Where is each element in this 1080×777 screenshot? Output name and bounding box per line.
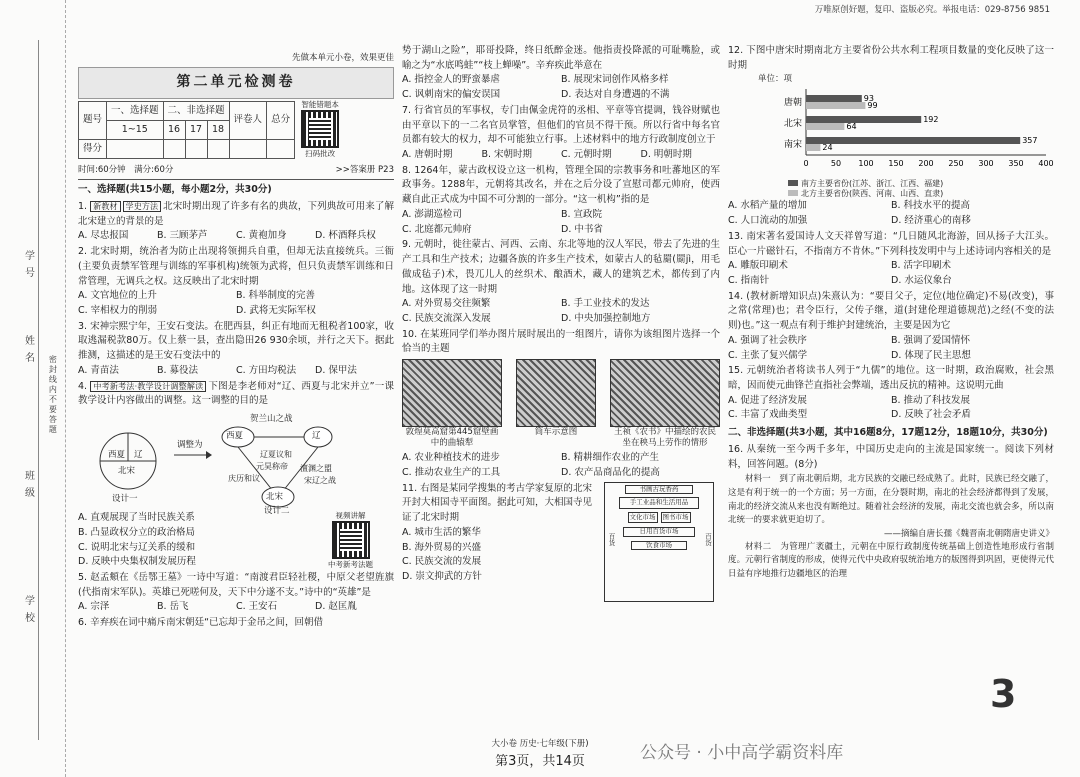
option[interactable]: D. 赵匡胤 (315, 601, 357, 613)
class-label: 班 级 (22, 470, 34, 500)
d2-song: 北宋 (266, 492, 284, 503)
question-2: 2. 北宋时期，统治者为防止出现将领拥兵自重，但却无法直接统兵。三衙(主要负责禁军管理与训练的军事机构)统领为武将，但只负责禁军训练和日常管理，无调兵之权。这反映出了北宋时期 A. 文官地位的上升 B. 科举制度的完善 C. 宰相权力的削弱 D. 武将无实际军权 (78, 245, 394, 319)
score-cell[interactable] (185, 139, 207, 158)
d2-xixia: 西夏 (226, 431, 244, 442)
bar-chart-svg (728, 89, 1054, 179)
section-2-title: 二、非选择题(共3小题，其中16题8分，17题12分，18题10分，共30分) (728, 427, 1048, 439)
option[interactable]: C. 北庭都元帅府 (402, 223, 472, 235)
map-mid: 手工业品和生活用品 (619, 497, 699, 508)
option[interactable]: B. 科举制度的完善 (236, 290, 316, 302)
question-11: 11. 右图是某同学搜集的考古学家复原的北宋开封大相国寺平面图。据此可知，大相国寺见证了北宋时期 A. 城市生活的繁华 B. 海外贸易的兴盛 C. 民族交流的发展 D. 崇文抑武的方针 书画古玩香药 手工业品和生活用品 文化市场 图书市场 日用百货市场 饮食市场 百货 百货 (402, 482, 720, 602)
answer-ref: >>答案册 P23 (335, 165, 394, 176)
option[interactable]: A. 促进了经济发展 (728, 394, 807, 406)
d2-l2: 元昊称帝 (256, 462, 288, 472)
column-right (728, 44, 1054, 744)
page-number: 第3页，共14页 (495, 754, 585, 769)
option[interactable]: C. 讽刺南宋的偏安误国 (402, 89, 501, 101)
option[interactable]: D. 保甲法 (315, 364, 357, 376)
option[interactable]: B. 凸显政权分立的政治格局 (78, 526, 196, 538)
design-1-caption: 设计一 (112, 494, 138, 505)
option[interactable]: D. 体现了民主思想 (891, 349, 971, 361)
option[interactable]: B. 宋朝时期 (481, 149, 533, 161)
column-left (78, 52, 394, 742)
option[interactable]: D. 反映中央集权制发展历程 (78, 556, 196, 568)
bar-south (806, 137, 1020, 144)
caption: 王祯《农书》中描绘的农民坐在秧马上劳作的情形 (613, 427, 716, 449)
option[interactable]: C. 民族交流的发展 (402, 556, 482, 568)
tick-label: 350 (1008, 158, 1024, 168)
caption: 筒车示意图 (534, 427, 578, 438)
qr-label: 扫码批改 (305, 149, 336, 159)
tick-label: 200 (918, 158, 934, 168)
chart-unit: 单位：项 (758, 74, 793, 85)
score-cell[interactable] (267, 139, 295, 158)
tick-label: 100 (858, 158, 874, 168)
qr-hint: 智能错题本 (301, 99, 339, 109)
option[interactable]: C. 指南针 (728, 274, 770, 286)
option[interactable]: B. 手工业技术的发达 (561, 298, 650, 310)
option[interactable]: C. 宰相权力的削弱 (78, 305, 158, 317)
tick-label: 250 (948, 158, 964, 168)
question-7: 7. 行省官员的军事权，专门由佩金虎符的丞相、平章等官提调，钱谷财赋也由平章以下的一二名官员掌管，但他们的官员不得干预。所以行省中每名官员都有较大的权力，却不可能独立行事。上述材料中的地方行政制度创立于 A. 唐朝时期 B. 宋朝时期 C. 元朝时期 D. 明朝时期 (402, 104, 720, 163)
option[interactable]: D. 经济重心的南移 (891, 215, 971, 227)
category-label: 北宋 (783, 118, 802, 129)
map-left: 百货 (607, 532, 616, 546)
value-label: 64 (846, 121, 857, 131)
material-1: 材料一 到了南北朝后期，北方民族的交融已经成熟了。此时，民族已经交融了，这是有利于统一的一个方面；另一方面，在分裂时期，南北的社会经济都得到了发展，南北的经济交流从来也没有断绝过。随着社会经济的发展，南北交流也就会多，所以南北统一的要求就更迫切了。 (728, 474, 1054, 526)
option[interactable]: D. 中央加强控制地方 (561, 312, 651, 324)
option[interactable]: D. 崇文抑武的方针 (402, 570, 482, 582)
d2-liao: 辽 (312, 431, 321, 442)
qr-code-icon[interactable] (301, 110, 339, 148)
question-10: 10. 在某班同学们举办图片展时展出的一组图片，请你为该组图片选择一个恰当的主题 敦煌莫高窟第445窟壁画中的曲辕犁 筒车示意图 王祯《农书》中描绘的农民坐在秧马上劳作的情形 A. 农业种植技术的进步 B. 精耕细作农业的产生 C. 推动农业生产的工具 D. 农产品商品化的提高 (402, 328, 720, 481)
question-6: 6. 辛弃疾在词中痛斥南宋朝廷“已忘却于金吊之间，回朝借 (78, 617, 324, 629)
option[interactable]: A. 文官地位的上升 (78, 290, 157, 302)
question-6-cont: 势于湖山之险”，耶哥投降，终日纸醉金迷。他指责投降派的可耻嘴脸，或喻之为“水底鸣蛙”“枝上蝉噪”。辛弃疾此举意在 A. 指控金人的野蛮暴虐 B. 展现宋词创作风格多样 C. 讽刺南宋的偏安误国 D. 表达对自身遭遇的不满 (402, 44, 720, 103)
option[interactable]: B. 三顾茅芦 (157, 230, 208, 242)
category-label: 南宋 (783, 139, 802, 150)
mural-plow-image (402, 359, 502, 427)
option[interactable]: A. 雕版印刷术 (728, 260, 788, 272)
irrigation-bar-chart (728, 89, 1054, 179)
map-c1: 文化市场 (628, 512, 658, 523)
option[interactable]: A. 农业种植技术的进步 (402, 452, 500, 464)
school-label: 学 校 (22, 595, 34, 625)
value-label: 99 (867, 100, 878, 110)
option[interactable]: D. 武将无实际军权 (236, 305, 316, 317)
d2-l1: 辽夏议和 (260, 450, 292, 460)
option[interactable]: B. 宣政院 (561, 208, 603, 220)
option[interactable]: A. 唐朝时期 (402, 149, 453, 161)
water-wheel-image (516, 359, 596, 427)
d2-top: 贺兰山之战 (250, 414, 293, 425)
legend-north: 北方主要省份(陕西、河南、山西、直隶) (801, 189, 944, 198)
tick-label: 50 (830, 158, 842, 168)
option[interactable]: B. 强调了爱国情怀 (891, 334, 971, 346)
option[interactable]: C. 元朝时期 (561, 149, 612, 161)
option[interactable]: B. 精耕细作农业的产生 (561, 452, 660, 464)
option[interactable]: C. 丰富了戏曲类型 (728, 409, 808, 421)
option[interactable]: D. 反映了社会矛盾 (891, 409, 971, 421)
legend-south: 南方主要省份(江苏、浙江、江西、福建) (801, 178, 944, 188)
question-8: 8. 1264年，蒙古政权设立这一机构，管理全国的宗教事务和吐蕃地区的军政事务。1288年，元朝将其改名，并在之后分设了宣慰司都元帅府，使西藏自此正式成为中国不可分割的一部分。“这一机构”指的是 A. 澎湖巡检司 B. 宣政院 C. 北庭都元帅府 D. 中书省 (402, 164, 720, 238)
header-banner: 先做本单元小卷，效果更佳 (291, 53, 394, 63)
value-label: 24 (822, 142, 833, 152)
tick-label: 0 (803, 158, 809, 168)
option[interactable]: C. 民族交流深入发展 (402, 312, 491, 324)
option[interactable]: B. 海外贸易的兴盛 (402, 541, 482, 553)
d1-xixia: 西夏 (108, 450, 126, 461)
option[interactable]: B. 活字印刷术 (891, 260, 952, 272)
d2-l3: 庆历和议 (228, 474, 260, 484)
d1-arrow-label: 调整为 (177, 440, 203, 451)
option[interactable]: D. 杯酒释兵权 (315, 230, 376, 242)
option[interactable]: C. 方田均税法 (236, 364, 297, 376)
material-2: 材料二 为管理广袤疆土，元朝在中原行政制度传统基础上创造性地形成行省制度。元朝行省制度的形成，使得元代中央政府驭统治地方的版图得到巩固，更使得元代日益有序地推行边疆地区的治理 (728, 541, 1054, 580)
seal-line-text: 密封线内不要答题 (48, 355, 58, 435)
option[interactable]: C. 说明北宋与辽关系的缓和 (78, 541, 196, 553)
d2-l4: 澶渊之盟 (300, 464, 332, 474)
footer-subtitle: 大小卷 历史·七年级(下册) (491, 739, 589, 749)
option[interactable]: B. 募役法 (157, 364, 199, 376)
video-qr-icon[interactable] (332, 521, 370, 559)
option[interactable]: B. 展现宋词创作风格多样 (561, 74, 669, 86)
d1-song: 北宋 (118, 466, 136, 477)
question-1: 1. 新教材 学史方法 北宋时期出现了许多有名的典故，下列典故可用来了解北宋建立的背景的是 A. 尽忠报国 B. 三顾茅芦 C. 黄袍加身 D. 杯酒释兵权 (78, 200, 394, 244)
map-bot: 日用百货市场 (623, 527, 695, 536)
page-stamp: 3 (990, 672, 1017, 716)
value-label: 357 (1022, 135, 1038, 145)
option[interactable]: D. 农产品商品化的提高 (561, 466, 660, 478)
column-middle (402, 44, 720, 734)
question-13: 13. 南宋著名爱国诗人文天祥曾写道：“几日随风北海游，回从扬子大江头。臣心一片磁针石，不指南方不肯休。”下列科技发明中与上述诗词内容相关的是 A. 雕版印刷术 B. 活字印刷术 C. 指南针 D. 水运仪象台 (728, 230, 1054, 289)
binding-margin (0, 0, 66, 777)
question-12: 12. 下图中唐宋时期南北方主要省份公共水利工程项目数量的变化反映了这一时期 单位：项 唐朝 93 99 北宋 192 64 南宋 357 24 0 50 100 150 200 250 300 350 400 南方主要省份(江苏、浙江、江西、福建) 北方主要省份(陕西、河南、山西、直隶) A. 水稻产量的增加 B. 科技水平的提高 C. 人口流动的加强 D. 经济重心的南移 (728, 44, 1054, 229)
option[interactable]: C. 黄袍加身 (236, 230, 287, 242)
wechat-watermark: 公众号 · 小中高学霸资料库 (640, 743, 844, 763)
bar-south (806, 116, 921, 123)
map-right: 百货 (704, 532, 712, 546)
question-16: 16. 从秦统一至今两千多年，中国历史走向的主流是国家统一。阅读下列材料，回答问题。(8分) (728, 443, 1054, 470)
question-14: 14. (教材新增知识点)朱熹认为：“要目父子，定位(地位确定)不易(改变)，事之常(常理)也；君令臣行，父传子继，道(封建伦理道德规范)之经(不变的法则)也。”这一观点有利于维护封建统治，主要是因为它 A. 强调了社会秩序 B. 强调了爱国情怀 C. 主张了复兴儒学 D. 体现了民主思想 (728, 290, 1054, 364)
tick-label: 150 (888, 158, 904, 168)
option[interactable]: C. 人口流动的加强 (728, 215, 808, 227)
name-label: 姓 名 (22, 335, 34, 365)
option[interactable]: A. 宗泽 (78, 601, 110, 613)
number-label: 学 号 (22, 250, 34, 280)
score-cell[interactable] (207, 139, 229, 158)
map-top: 书画古玩香药 (625, 485, 693, 494)
option[interactable]: D. 水运仪象台 (891, 274, 952, 286)
option[interactable]: C. 推动农业生产的工具 (402, 466, 501, 478)
option[interactable]: C. 主张了复兴儒学 (728, 349, 808, 361)
d1-liao: 辽 (134, 450, 143, 461)
caption: 敦煌莫高窟第445窟壁画中的曲辕犁 (405, 427, 499, 449)
option[interactable]: A. 澎湖巡检司 (402, 208, 462, 220)
category-label: 唐朝 (783, 97, 802, 108)
tick-label: 400 (1038, 158, 1054, 168)
time-info: 时间:60分钟 满分:60分 (78, 165, 174, 176)
option[interactable]: A. 尽忠报国 (78, 230, 129, 242)
option[interactable]: A. 指控金人的野蛮暴虐 (402, 74, 500, 86)
option[interactable]: A. 强调了社会秩序 (728, 334, 807, 346)
question-5: 5. 赵孟頫在《岳鄂王墓》一诗中写道：“南渡君臣轻社稷，中原父老望旌旗(代指南宋军队)。英雄已死嗟何及，天下中分遂不支。”诗中的“英雄”是 A. 宗泽 B. 岳飞 C. 王安石 D. 赵匡胤 (78, 571, 394, 615)
option[interactable]: A. 直观展现了当时民族关系 (78, 512, 195, 524)
material-1-source: ——摘编自唐长孺《魏晋南北朝隋唐史讲义》 (883, 528, 1054, 539)
bar-north (806, 144, 820, 151)
option[interactable]: B. 岳飞 (157, 601, 189, 613)
option[interactable]: A. 城市生活的繁华 (402, 526, 481, 538)
video-sub: 中考新考法题 (328, 560, 373, 570)
option[interactable]: C. 王安石 (236, 601, 278, 613)
exam-title: 第二单元检测卷 (78, 67, 394, 99)
d2-l5: 宋辽之战 (304, 476, 336, 486)
section-1-title: 一、选择题(共15小题，每小题2分，共30分) (78, 184, 272, 196)
question-3: 3. 宋神宗熙宁年，王安石变法。在肥西县，纠正有地而无租税者100家，收取逃漏税款80万。仅上蔡一县，查出隐田26 930余顷，并行之天下。据此推测，这描述的是王安石变法中的 A. 青苗法 B. 募役法 C. 方田均税法 D. 保甲法 (78, 320, 394, 379)
option[interactable]: A. 水稻产量的增加 (728, 200, 807, 212)
question-4: 4. 中考新考法·教学设计调整解读 下图是李老师对“辽、西夏与北宋并立”一课教学设计内容做出的调整。这一调整的目的是 西夏 辽 北宋 调整为 设计一 贺兰山之战 西夏 辽 北宋 辽夏议和 元昊称帝 庆历和议 澶渊之盟 宋辽之战 设计二 A. 直观展现了当时民族关系 B. 凸显政权分立的政治格局 C. 说明北宋与辽关系的缓和 D. 反映中央集权制发展历程 视频讲解 中考新考法题 (78, 380, 394, 570)
question-15: 15. 元朝统治者将读书人列于“九儒”的地位。这一时期，政治腐败，社会黑暗，因而使元曲锋芒直指社会弊端，透出反抗的精神。这说明元曲 A. 促进了经济发展 B. 推动了科技发展 C. 丰富了戏曲类型 D. 反映了社会矛盾 (728, 364, 1054, 423)
question-9: 9. 元朝时，徙往蒙古、河西、云南、东北等地的汉人军民，带去了先进的生产工具和生产技术；边疆各族的许多生产技术，如蒙古人的毡罽(罽jì，用毛做成毡子)术，畏兀儿人的丝织术、酿酒术，藏人的建筑艺术，都传到了内地。这体现了这一时期 A. 对外贸易交往频繁 B. 手工业技术的发达 C. 民族交流深入发展 D. 中央加强控制地方 (402, 238, 720, 326)
score-cell[interactable] (163, 139, 185, 158)
score-cell[interactable] (229, 139, 267, 158)
score-table: 题号 一、选择题 二、非选择题 评卷人 总分 1~15 16 17 18 得分 (78, 101, 295, 159)
value-label: 93 (863, 93, 874, 103)
map-btm: 饮食市场 (631, 541, 687, 550)
bar-north (806, 102, 865, 109)
option[interactable]: D. 中书省 (561, 223, 603, 235)
bar-north (806, 123, 844, 130)
tick-label: 300 (978, 158, 994, 168)
option[interactable]: D. 明朝时期 (640, 149, 692, 161)
option[interactable]: B. 推动了科技发展 (891, 394, 971, 406)
option[interactable]: B. 科技水平的提高 (891, 200, 971, 212)
value-label: 192 (923, 114, 939, 124)
nongshu-image (610, 359, 720, 427)
map-c2: 图书市场 (661, 512, 691, 523)
score-cell[interactable] (107, 139, 164, 158)
temple-plan-map (604, 482, 714, 602)
option[interactable]: D. 表达对自身遭遇的不满 (561, 89, 670, 101)
option[interactable]: A. 青苗法 (78, 364, 119, 376)
design-2-caption: 设计二 (264, 506, 290, 517)
bar-south (806, 95, 862, 102)
copyright-notice: 万唯原创好题，复印、盗版必究。举报电话：029-8756 9851 (814, 5, 1050, 15)
option[interactable]: A. 对外贸易交往频繁 (402, 298, 491, 310)
video-label: 视频讲解 (335, 511, 366, 521)
